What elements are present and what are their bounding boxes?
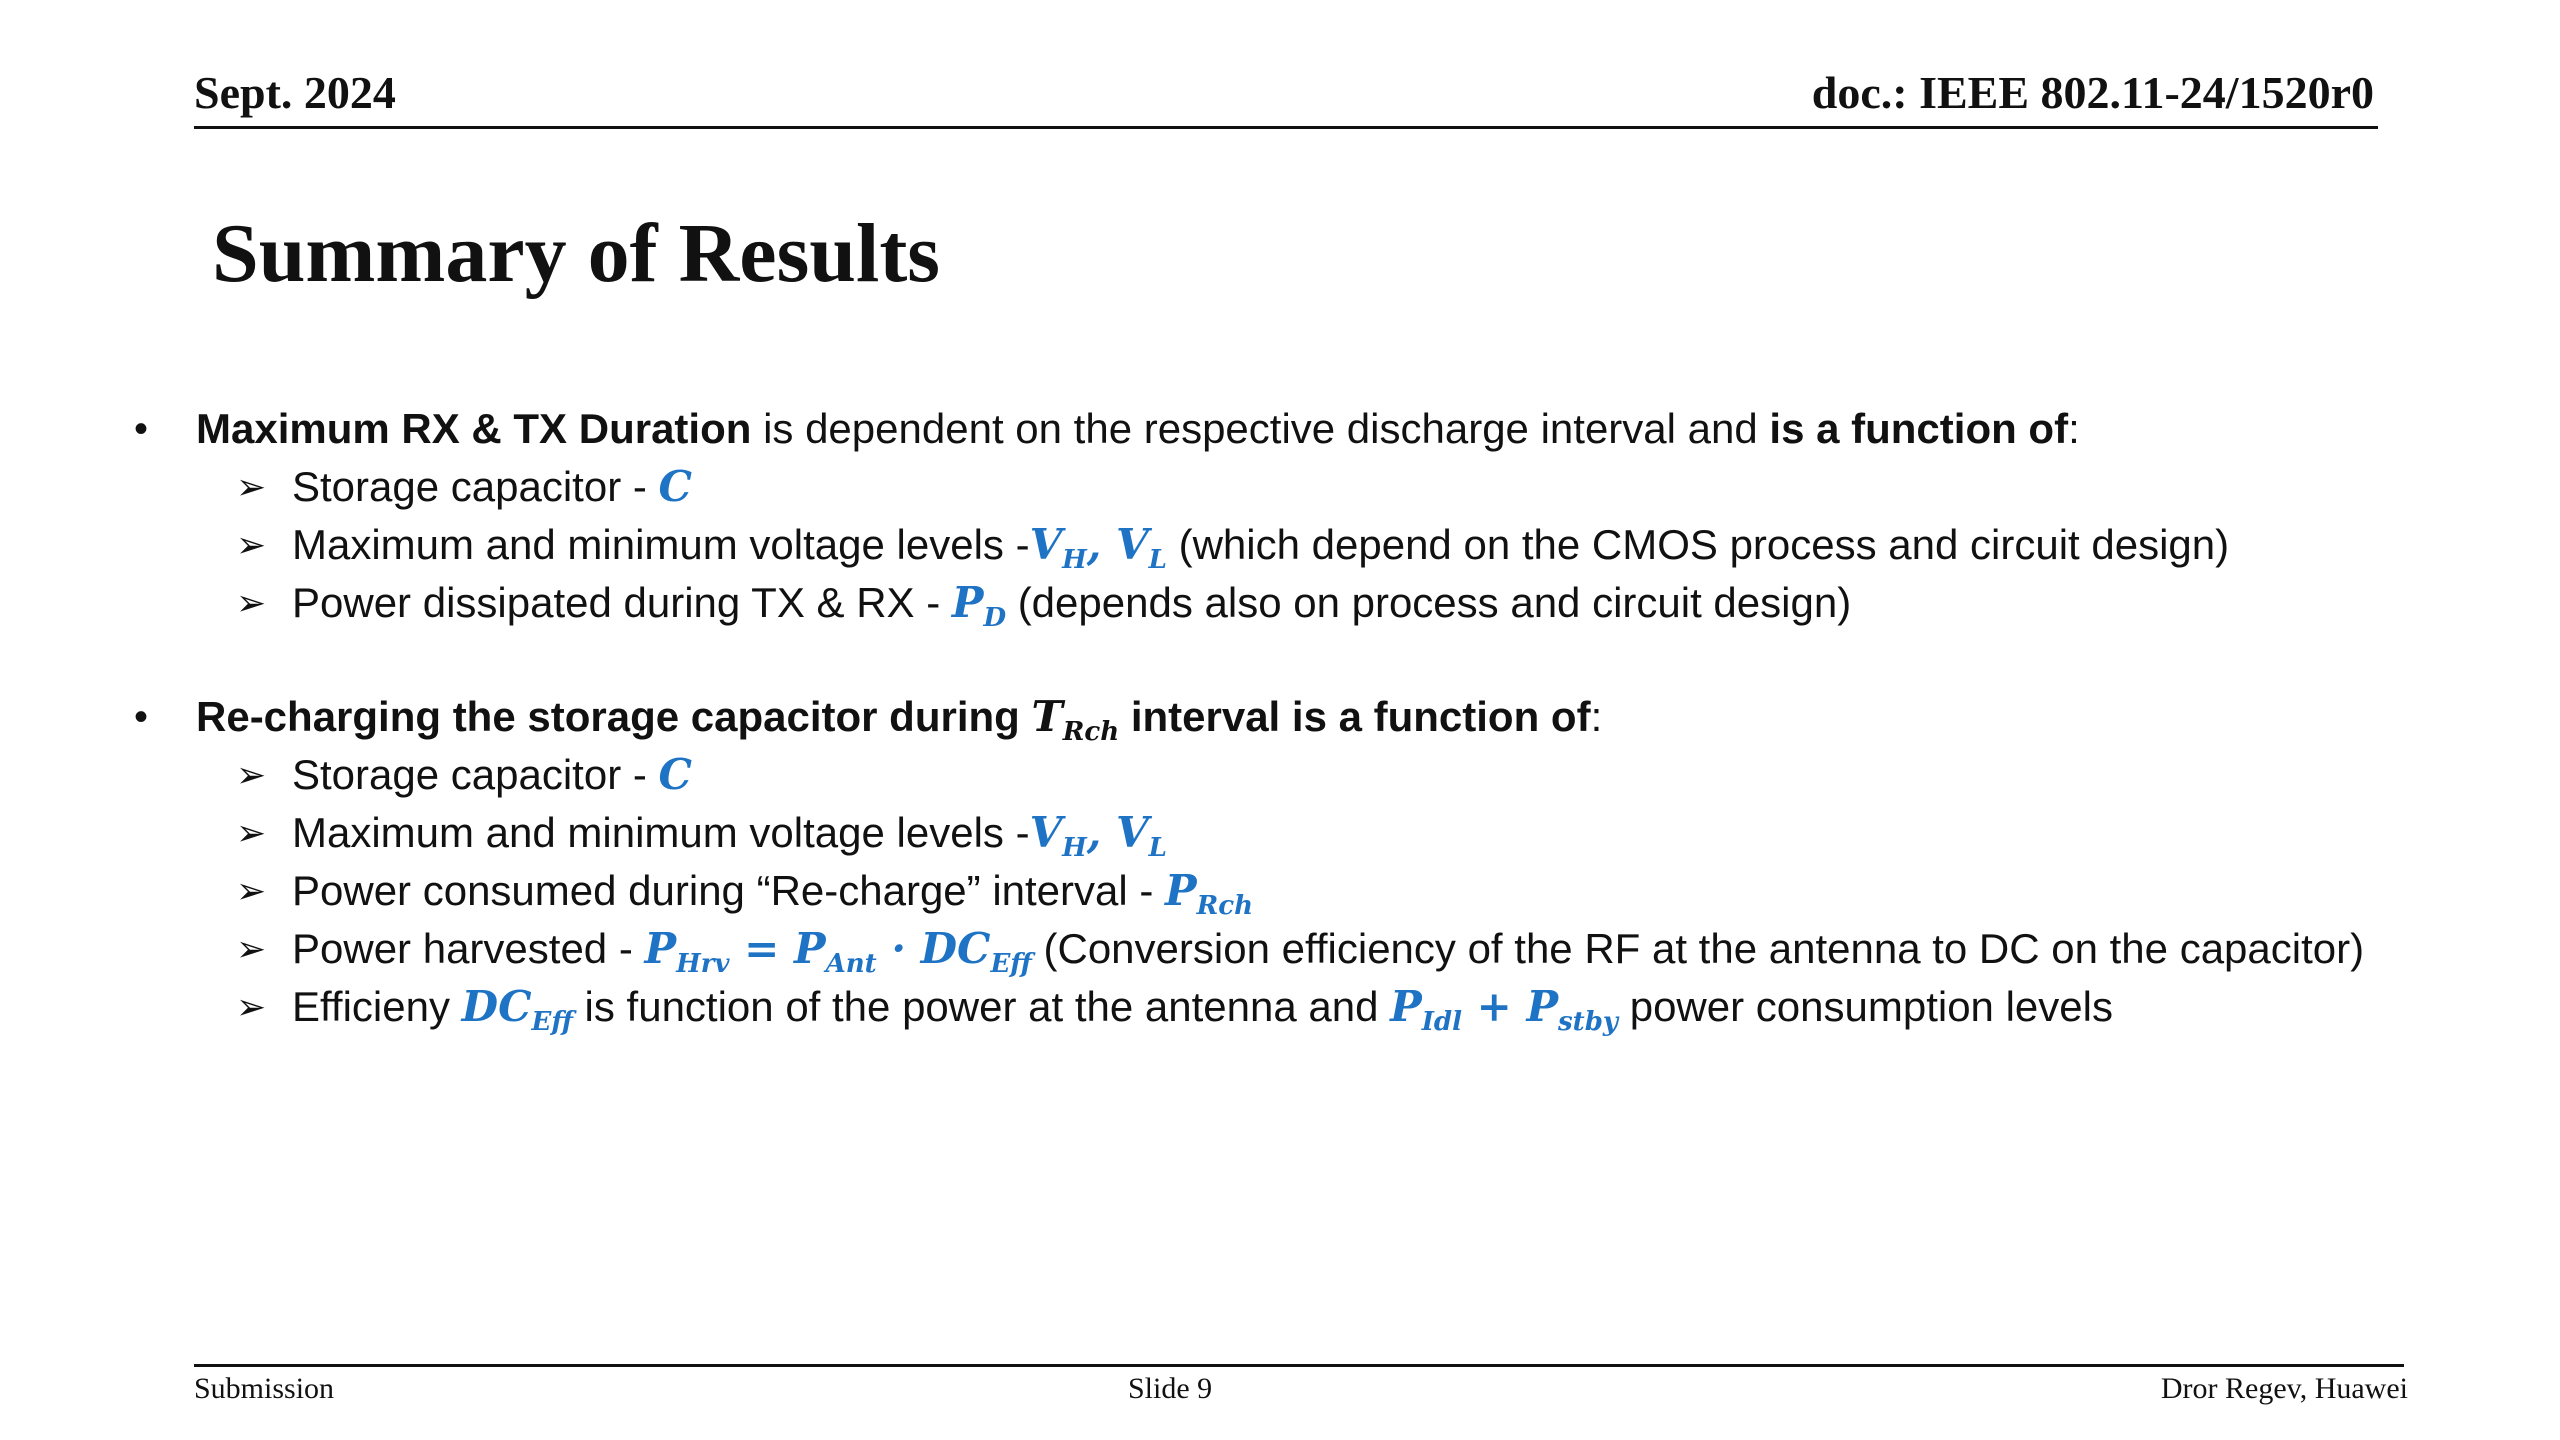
sub-item-text (292, 920, 2364, 978)
header-rule (194, 126, 2378, 129)
math-symbol: $V_H$, $V_L$ (1029, 808, 1167, 864)
bold-phrase: Re-charging the storage capacitor during (196, 693, 1032, 740)
text-run: (Conversion efficiency of the RF at the antenna to DC on the capacitor) (1031, 925, 2365, 972)
sub-item-text (292, 862, 1253, 920)
math-symbol: $DC_{Eff}$ (461, 982, 573, 1038)
arrow-bullet-icon: ➢ (236, 524, 267, 565)
sub-item (0, 516, 2560, 574)
footer-slide-number: Slide 9 (1128, 1372, 1213, 1405)
arrow-bullet-icon: ➢ (236, 986, 267, 1027)
bold-phrase: Maximum RX & TX Duration (196, 405, 752, 452)
arrow-bullet-icon: ➢ (236, 870, 267, 911)
math-symbol: C (658, 462, 692, 511)
text-run: : (2068, 405, 2080, 452)
text-run: Maximum and minimum voltage levels - (292, 809, 1030, 856)
sub-item-text (292, 516, 2229, 574)
spacer (0, 632, 2560, 688)
sub-item-text (292, 978, 2113, 1036)
header-doc-id: doc.: IEEE 802.11-24/1520r0 (1811, 67, 2374, 118)
math-symbol: $P_{Idl} + P_{stby}$ (1390, 982, 1619, 1038)
bullet-recharging (0, 688, 2560, 746)
arrow-bullet-icon: ➢ (236, 928, 267, 969)
bullet-dot: • (134, 695, 149, 739)
sub-item-text (292, 804, 1167, 862)
math-symbol: C (658, 750, 692, 799)
bullet-text (196, 688, 1602, 746)
footer-rule (194, 1364, 2404, 1367)
sub-item (0, 804, 2560, 862)
math-symbol: $P_{Hrv} = P_{Ant} \cdot DC_{Eff}$ (644, 924, 1032, 980)
arrow-bullet-icon: ➢ (236, 812, 267, 853)
sub-item (0, 746, 2560, 804)
bullet-dot: • (134, 407, 149, 451)
math-symbol: $V_H$, $V_L$ (1029, 520, 1167, 576)
sub-item (0, 458, 2560, 516)
arrow-bullet-icon: ➢ (236, 582, 267, 623)
bullet-text (196, 400, 2080, 458)
arrow-bullet-icon: ➢ (236, 754, 267, 795)
text-run: Storage capacitor - (292, 463, 659, 510)
text-run: Power consumed during “Re-charge” interval - (292, 867, 1166, 914)
text-run: (which depend on the CMOS process and circuit design) (1166, 521, 2230, 568)
math-symbol: $P_D$ (951, 578, 1007, 634)
math-symbol: $T_{Rch}$ (1031, 692, 1120, 748)
header-date: Sept. 2024 (194, 67, 396, 118)
text-run: is dependent on the respective discharge interval and (751, 405, 1770, 452)
arrow-bullet-icon: ➢ (236, 466, 267, 507)
text-run: (depends also on process and circuit design) (1006, 579, 1852, 626)
text-run: power consumption levels (1618, 983, 2113, 1030)
bullet-max-duration (0, 400, 2560, 458)
bold-phrase: interval is a function of (1119, 693, 1591, 740)
sub-item (0, 574, 2560, 632)
slide-title: Summary of Results (212, 207, 940, 300)
text-run: Efficieny (292, 983, 462, 1030)
text-run: Power harvested - (292, 925, 645, 972)
sub-item (0, 862, 2560, 920)
text-run: Maximum and minimum voltage levels - (292, 521, 1030, 568)
text-run: Power dissipated during TX & RX - (292, 579, 952, 626)
text-run: is function of the power at the antenna and (572, 983, 1391, 1030)
sub-item-text (292, 746, 692, 804)
sub-item-text (292, 458, 692, 516)
bold-phrase: is a function of (1769, 405, 2069, 452)
footer-submission: Submission (194, 1372, 335, 1405)
sub-item-text (292, 574, 1851, 632)
text-run: Storage capacitor - (292, 751, 659, 798)
sub-item (0, 978, 2560, 1036)
slide-body (0, 400, 2560, 1036)
sub-item (0, 920, 2560, 978)
text-run: : (1590, 693, 1603, 740)
math-symbol: $P_{Rch}$ (1165, 866, 1254, 922)
footer-author: Dror Regev, Huawei (2160, 1372, 2408, 1405)
